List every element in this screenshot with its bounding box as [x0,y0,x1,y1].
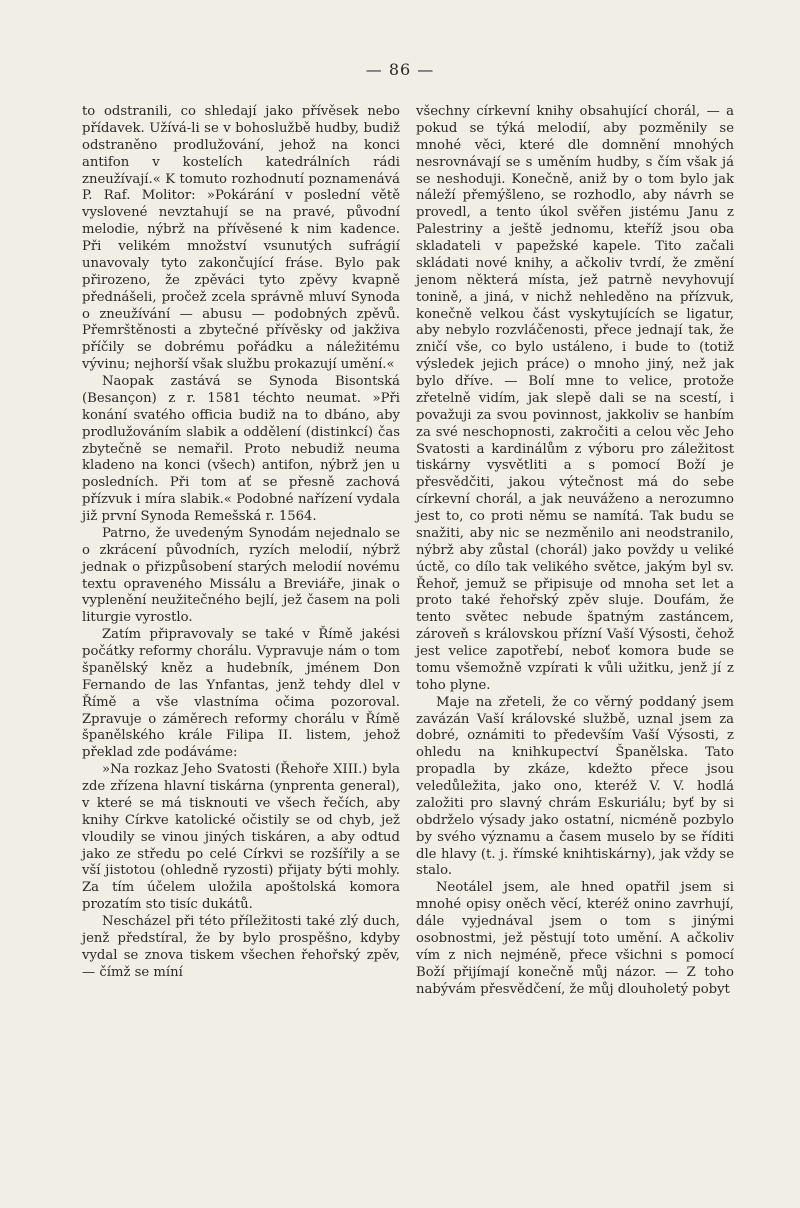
left-column [82,104,400,982]
paragraph: Patrno, že uvedeným Synodám nejednalo se o zkrácení původních, ryzích melodií, nýbrž jednak o přizpůsobení starých melodií novému textu opraveného Missálu a Breviáře, jinak o vyplenění neužitečného bejlí, jež časem na poli liturgie vyrostlo. [82,525,400,626]
paragraph: to odstranili, co shledají jako přívěsek nebo přídavek. Užívá-li se v bohoslužbě hudby, budiž odstraněno prodlužování, jehož na konci antifon v kostelích katedrálních rádi zneužívají.« K tomuto rozhodnutí poznamenává P. Raf. Molitor: »Pokárání v poslední větě vyslovené nevztahují se na pravé, původní melodie, nýbrž na přívěsené k nim kadence. Při velikém množství vsunutých sufrágií unavovaly tyto zakončující fráse. Bylo pak přirozeno, že zpěváci tyto zpěvy kvapně přednášeli, pročež zcela správně mluví Synoda o zneužívání — abusu — podobných zpěvů. Přemrštěnosti a zbytečné přívěsky od jakživa příčily se dobrému pořádku a náležitému vývinu; nejhorší však službu prokazují umění.« [82,104,400,373]
paragraph: Nescházel při této příležitosti také zlý duch, jenž předstíral, že by bylo prospěšno, kdyby vydal se znova tiskem všechen řehořský zpěv, — čímž se míní [82,914,400,980]
right-column [416,104,734,998]
paragraph: »Na rozkaz Jeho Svatosti (Řehoře XIII.) byla zde zřízena hlavní tiskárna (ynprenta general), v které se má tisknouti ve všech řečích, aby knihy Církve katolické očistily se od chyb, jež vloudily se vinou jiných tiskáren, a aby odtud jako ze středu po celé Církvi se rozšířily a se vší jistotou (ohledně ryzosti) přijaty býti mohly. Za tím účelem uložila apoštolská komora prozatím sto tisíc dukátů. [82,762,400,913]
paragraph: Maje na zřeteli, že co věrný poddaný jsem zavázán Vaší královské službě, uznal jsem za dobré, oznámiti to především Vaší Výsosti, z ohledu na knihkupectví Španělska. Tato propadla by zkáze, kdežto přece jsou veledůležita, jako ono, kteréž V. V. hodlá založiti pro slavný chrám Eskuriálu; byť by si obdrželo výsady jako ostatní, nicméně pozbylo by svého významu a časem muselo by se říditi dle hlavy (t. j. římské knihtiskárny), jak vždy se stalo. [416,694,734,879]
paragraph: Naopak zastává se Synoda Bisontská (Besançon) z r. 1581 téchto neumat. »Při konání svatého officia budiž na to dbáno, aby prodlužováním slabik a oddělení (distinkcí) čas zbytečně se nemařil. Proto nebudiž neuma kladeno na konci (všech) antifon, nýbrž jen u posledních. Při tom ať se přesně zachová přízvuk i míra slabik.« Podobné nařízení vydala již první Synoda Remešská r. 1564. [82,374,400,524]
page-number: — 86 — [365,60,435,79]
paragraph: Neotálel jsem, ale hned opatřil jsem si mnohé opisy oněch věcí, kteréž onino zavrhují, dále vyjednával jsem o tom s jinými osobnostmi, jež pěstují toto umění. A ačkoliv vím z nich nejméně, přece všichni s pomocí Boží přijímají konečně můj názor. — Z toho nabývám přesvědčení, že můj dlouholetý pobyt [416,880,734,997]
paragraph: Zatím připravovaly se také v Římě jakési počátky reformy chorálu. Vypravuje nám o tom španělský kněz a hudebník, jménem Don Fernando de las Ynfantas, jenž tehdy dlel v Římě a vše vlastníma očima pozoroval. Zpravuje o záměrech reformy chorálu v Římě španělského krále Filipa II. listem, jehož překlad zde podáváme: [82,627,400,761]
paragraph: všechny církevní knihy obsahující chorál, — a pokud se týká melodií, aby pozměnily se mnohé věci, které dle domnění mnohých nesrovnávají se s uměním hudby, s čím však já se neshoduji. Konečně, aniž by o tom bylo jak náleží přemýšleno, se rozhodlo, aby návrh se provedl, a tento úkol svěřen jistému Janu z Palestriny a ještě jednomu, kteříž jsou oba skladateli v papežské kapele. Tito začali skládati nové knihy, a ačkoliv tvrdí, že změní jenom některá místa, jež patrně nevyhovují tonině, a jiná, v nichž nehleděno na přízvuk, konečně velkou část vyskytujících se ligatur, aby nebylo rozvláčenosti, přece jednají tak, že zničí vše, co bylo ustáleno, i bude to (totiž výsledek jejich práce) o mnoho jiný, než jak bylo dříve. — Bolí mne to velice, protože zřetelně vidím, jak slepě dali se na scestí, i považuji za svou povinnost, jakkoliv se hanbím za své neschopnosti, zakročiti a celou věc Jeho Svatosti a kardinálům z výboru pro záležitost tiskárny vysvětliti a s pomocí Boží je přesvědčiti, jakou výtečnost má do sebe církevní chorál, a jak neuváženo a nerozumno jest to, co proti němu se namítá. Tak budu se snažiti, aby nic se nezměnilo ani neodstranilo, nýbrž aby zůstal (chorál) jako povždy u veliké úctě, co dílo tak velikého světce, jakým byl sv. Řehoř, jemuž se připisuje od mnoha set let a proto také řehořský zpěv sluje. Doufám, že tento světec nebude špatným zastáncem, zároveň s královskou přízní Vaší Výsosti, čehož jest velice zapotřebí, neboť komora bude se tomu všemožně vzpírati k vůli užitku, jenž jí z toho plyne. [416,104,734,693]
